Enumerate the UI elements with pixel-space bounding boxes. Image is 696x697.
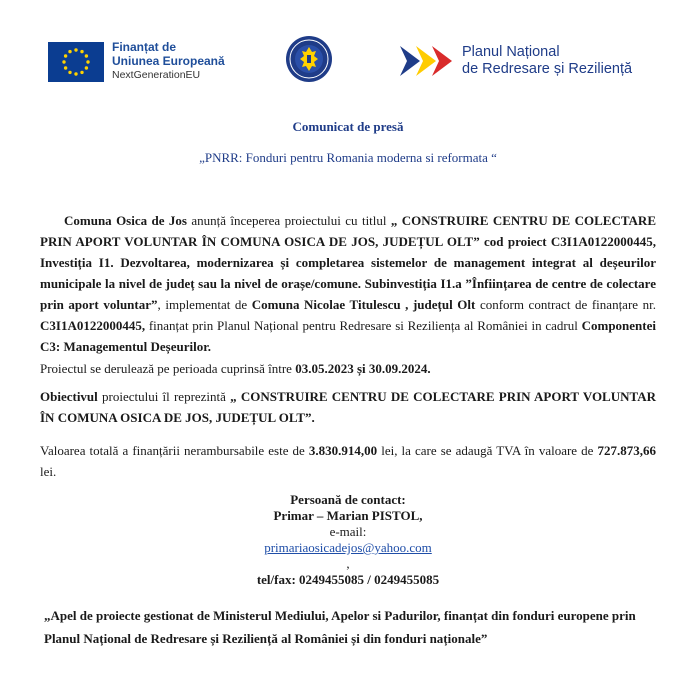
contact-email-link[interactable]: primariaosicadejos@yahoo.com <box>264 540 432 555</box>
contact-heading: Persoană de contact: <box>290 492 406 507</box>
eu-star <box>68 71 71 74</box>
component-name: Componentei C3: Managementul Deșeurilor. <box>40 318 656 354</box>
project-announcement-paragraph: Comuna Osica de Jos anunță începerea proiectului cu titlul „ CONSTRUIRE CENTRU DE COLECTARE PRIN APORT VOLUNTAR ÎN COMUNA OSICA DE JOS, JUDEȚUL OLT” cod proiect C3I1A0122000445, Investiția I1. Dezvoltarea, modernizarea și completarea sistemelor de management integrat al deșeurilor municipale la nivel de județ sau la nivel de orașe/comune. Subinvestiția I1.a ˮÎnființarea de centre de colectare prin aport voluntarˮ, implementat de Comuna Nicolae Titulescu , județul Olt conform contract de finanțare nr. C3I1A0122000445, finanțat prin Planul Național pentru Redresare si Reziliența al României in cadrul Componentei C3: Managementul Deșeurilor. <box>40 213 656 354</box>
logo-header <box>0 0 696 110</box>
eu-star <box>80 71 83 74</box>
funding-statement: „Apel de proiecte gestionat de Ministerul Mediului, Apelor si Padurilor, finanțat din fonduri europene prin Planul Național de Redresare și Reziliență al României și din fonduri naționale” <box>44 608 636 646</box>
eu-star <box>86 60 89 63</box>
document-subtitle: „PNRR: Fonduri pentru Romania moderna si reformata “ <box>199 150 497 165</box>
commune-name: Comuna Osica de Jos <box>64 213 187 228</box>
project-title-and-code: „ CONSTRUIRE CENTRU DE COLECTARE PRIN APORT VOLUNTAR ÎN COMUNA OSICA DE JOS, JUDEȚUL OLT” cod proiect C3I1A0122000445, Investiția I1. Dezvoltarea, modernizarea și completarea sistemelor de management integrat al deșeurilor municipale la nivel de județ sau la nivel de orașe/comune. Subinvestiția I1.a ˮÎnființarea de centre de colectare prin aport voluntarˮ <box>40 213 656 312</box>
eu-funding-label <box>112 40 252 82</box>
eu-star <box>64 66 67 69</box>
pnrr-label-line2: de Redresare și Reziliență <box>462 61 633 77</box>
eu-star <box>74 48 77 51</box>
contract-number: C3I1A0122000445, <box>40 318 146 333</box>
contact-block <box>0 492 696 588</box>
project-period-paragraph: Proiectul se derulează pe perioada cuprinsă între 03.05.2023 și 30.09.2024. <box>40 361 431 376</box>
eu-flag-icon <box>48 42 104 82</box>
eu-star <box>85 66 88 69</box>
eu-star <box>80 50 83 53</box>
pnrr-label <box>462 44 692 78</box>
project-objective-paragraph: Obiectivul proiectului îl reprezintă „ CONSTRUIRE CENTRU DE COLECTARE PRIN APORT VOLUNTAR ÎN COMUNA OSICA DE JOS, JUDEȚUL OLT”. <box>40 389 656 425</box>
eu-label-line2: Uniunea Europeană <box>112 54 225 68</box>
pnrr-label-line1: Planul Național <box>462 44 560 60</box>
eu-label-line3: NextGenerationEU <box>112 69 201 81</box>
romanian-government-seal-icon <box>285 35 333 83</box>
project-objective: „ CONSTRUIRE CENTRU DE COLECTARE PRIN APORT VOLUNTAR ÎN COMUNA OSICA DE JOS, JUDEȚUL OLT”. <box>40 389 656 425</box>
funding-value-paragraph: Valoarea totală a finanțării nerambursabile este de 3.830.914,00 lei, la care se adaugă TVA în valoare de 727.873,66 lei. <box>40 443 656 479</box>
implementer: Comuna Nicolae Titulescu , județul Olt <box>251 297 476 312</box>
eu-star <box>74 72 77 75</box>
grant-value: 3.830.914,00 <box>308 443 378 458</box>
contact-email-line: e-mail: primariaosicadejos@yahoo.com , <box>264 524 432 571</box>
eu-star <box>64 54 67 57</box>
eu-star <box>68 50 71 53</box>
vat-value: 727.873,66 <box>597 443 656 458</box>
contact-phone: tel/fax: 0249455085 / 0249455085 <box>256 572 440 587</box>
contact-name: Primar – Marian PISTOL, <box>273 508 423 523</box>
eu-star <box>62 60 65 63</box>
pnrr-arrows-icon <box>400 44 456 78</box>
eu-label-line1: Finanțat de <box>112 40 177 54</box>
document-title: Comunicat de presă <box>292 119 404 134</box>
eu-star <box>85 54 88 57</box>
project-period: 03.05.2023 și 30.09.2024. <box>295 361 431 376</box>
